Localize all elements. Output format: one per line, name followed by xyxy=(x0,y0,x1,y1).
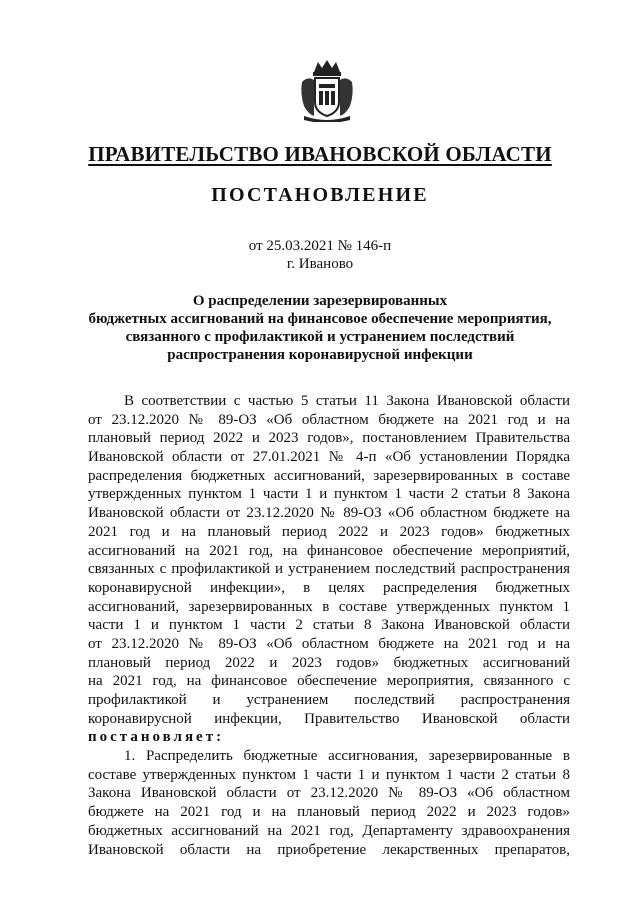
item-1-line: 1. Распределить бюджетные ассигнования, зарезервированные в xyxy=(124,748,570,765)
body-line: распределения бюджетных ассигнований, зарезервированных в составе xyxy=(88,467,570,484)
body-line: профилактикой и устранением последствий распространения xyxy=(88,692,570,708)
body-line: связанных с профилактикой и устранением последствий распространения xyxy=(88,561,570,578)
item-1-line: бюджетных ассигнований на 2021 год, Департаменту здравоохранения xyxy=(88,822,570,839)
body-line: коронавирусной инфекции, Правительство Ивановской области xyxy=(88,710,570,727)
item-1-line: Ивановской области на приобретение лекарственных препаратов, xyxy=(88,841,570,858)
body-line: плановый период 2022 и 2023 годов» бюджетных ассигнований xyxy=(88,654,570,671)
body-line: от 23.12.2020 № 89-ОЗ «Об областном бюджете на 2021 год и на xyxy=(88,635,570,652)
body-line: 2021 год и на плановый период 2022 и 2023 годов» бюджетных xyxy=(88,523,570,540)
body-line: от 23.12.2020 № 89-ОЗ «Об областном бюджете на 2021 год и на xyxy=(88,411,570,428)
subject-line: связанного с профилактикой и устранением последствий xyxy=(125,329,515,345)
document-date-number: от 25.03.2021 № 146-п xyxy=(248,238,392,254)
body-line: на 2021 год, на финансовое обеспечение мероприятия, связанного с xyxy=(88,673,570,690)
subject-line: О распределении зарезервированных xyxy=(192,293,448,309)
subject-line: бюджетных ассигнований на финансовое обеспечение мероприятия, xyxy=(88,311,552,327)
coat-of-arms-icon xyxy=(298,58,356,122)
body-line: В соответствии с частью 5 статьи 11 Закона Ивановской области xyxy=(124,393,570,409)
document-type-title: ПОСТАНОВЛЕНИЕ xyxy=(211,184,429,206)
subject-line: распространения коронавирусной инфекции xyxy=(167,347,473,363)
body-line: Ивановской области от 27.01.2021 № 4-п «Об установлении Порядка xyxy=(88,449,570,466)
item-1-line: бюджете на 2021 год и на плановый период 2022 и 2023 годов» xyxy=(88,804,570,821)
document-city: г. Иваново xyxy=(286,256,354,272)
body-line: плановый период 2022 и 2023 годов», постановлением Правительства xyxy=(88,430,570,447)
resolves-keyword: постановляет: xyxy=(88,729,225,746)
government-title: ПРАВИТЕЛЬСТВО ИВАНОВСКОЙ ОБЛАСТИ xyxy=(88,142,552,166)
body-line: коронавирусной инфекции», в целях распределения бюджетных xyxy=(88,579,570,596)
body-line: части 1 и пунктом 1 части 2 статьи 8 Закона Ивановской области xyxy=(88,617,570,634)
item-1-line: Закона Ивановской области от 23.12.2020 № 89-ОЗ «Об областном xyxy=(88,785,570,802)
body-line: утвержденных пунктом 1 части 1 и пунктом 1 части 2 статьи 8 Закона xyxy=(88,486,570,503)
body-line: Ивановской области от 23.12.2020 № 89-ОЗ «Об областном бюджете на xyxy=(88,505,570,522)
body-line: ассигнований, зарезервированных в составе утвержденных пунктом 1 xyxy=(88,598,570,615)
document-body xyxy=(88,392,570,859)
item-1-line: составе утвержденных пунктом 1 части 1 и пунктом 1 части 2 статьи 8 xyxy=(88,766,570,783)
document-subject xyxy=(40,292,600,364)
body-line: ассигнований на 2021 год, на финансовое обеспечение мероприятий, xyxy=(88,542,570,559)
